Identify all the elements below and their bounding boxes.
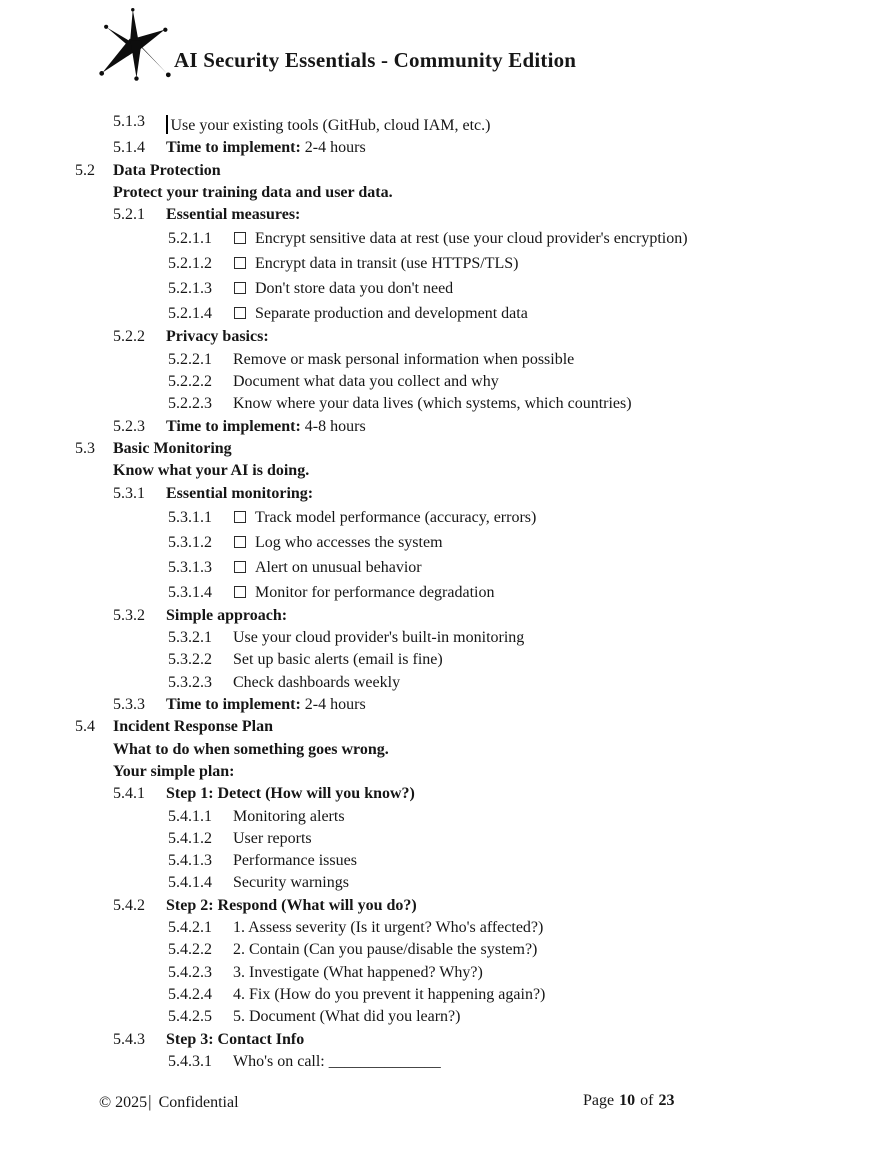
item-regular-text: Set up basic alerts (email is fine) xyxy=(233,651,443,669)
item-text xyxy=(113,761,235,783)
item-number: 5.4.1.4 xyxy=(168,874,212,892)
list-item[interactable] xyxy=(168,672,835,694)
item-text xyxy=(233,1051,441,1073)
checkbox-icon xyxy=(234,307,246,319)
item-regular-text: Document what data you collect and why xyxy=(233,373,499,391)
item-text xyxy=(166,895,417,917)
item-number: 5.3.1.4 xyxy=(168,583,212,601)
item-regular-text: 4-8 hours xyxy=(300,417,366,435)
item-regular-text: 2-4 hours xyxy=(300,696,366,714)
item-bold-text: Step 3: Contact Info xyxy=(166,1030,305,1048)
item-number: 5.4.2.4 xyxy=(168,985,212,1003)
list-item[interactable] xyxy=(168,393,835,415)
item-text xyxy=(233,555,422,580)
list-item[interactable] xyxy=(113,182,835,204)
list-item[interactable] xyxy=(168,939,835,961)
item-regular-text: Use your cloud provider's built-in monitoring xyxy=(233,629,525,647)
item-bold-text: Incident Response Plan xyxy=(113,718,274,736)
item-number: 5.4.1.3 xyxy=(168,852,212,870)
item-bold-text: Time to implement: xyxy=(166,417,301,435)
item-regular-text: Track model performance (accuracy, errors) xyxy=(255,508,537,526)
item-text xyxy=(166,416,366,438)
list-item[interactable] xyxy=(168,371,835,393)
item-number: 5.2 xyxy=(75,161,95,179)
list-item[interactable] xyxy=(168,555,835,580)
item-regular-text: 4. Fix (How do you prevent it happening again?) xyxy=(233,985,546,1003)
list-item[interactable] xyxy=(168,580,835,605)
item-text xyxy=(113,438,232,460)
item-regular-text: Security warnings xyxy=(233,874,349,892)
item-regular-text: Remove or mask personal information when possible xyxy=(233,350,575,368)
item-number: 5.4.1.1 xyxy=(168,807,212,825)
item-text xyxy=(166,204,300,226)
item-text xyxy=(113,182,393,204)
list-item[interactable] xyxy=(113,1029,835,1051)
item-text xyxy=(113,160,221,182)
list-item[interactable] xyxy=(168,349,835,371)
item-number: 5.2.3 xyxy=(113,417,145,435)
item-text xyxy=(233,917,543,939)
list-item[interactable] xyxy=(113,326,835,348)
footer-page-current: 10 xyxy=(619,1092,636,1109)
list-item[interactable] xyxy=(75,716,835,738)
item-bold-text: Time to implement: xyxy=(166,696,301,714)
item-bold-text: Simple approach: xyxy=(166,606,288,624)
item-number: 5.4.2.5 xyxy=(168,1008,212,1026)
item-text xyxy=(233,984,545,1006)
footer-page-label: Page xyxy=(583,1092,615,1109)
item-text xyxy=(233,649,443,671)
item-number: 5.3.1.1 xyxy=(168,508,212,526)
item-number: 5.2.1.3 xyxy=(168,280,212,298)
list-item[interactable] xyxy=(168,226,835,251)
item-text xyxy=(166,326,269,348)
item-text xyxy=(113,460,309,482)
item-number: 5.4.3.1 xyxy=(168,1052,212,1070)
item-text xyxy=(113,716,273,738)
item-text xyxy=(233,276,453,301)
list-item[interactable] xyxy=(168,505,835,530)
page-title: AI Security Essentials - Community Edition xyxy=(174,48,577,72)
item-bold-text: Privacy basics: xyxy=(166,328,269,346)
list-item[interactable] xyxy=(168,530,835,555)
item-bold-text: Essential monitoring: xyxy=(166,484,314,502)
item-number: 5.2.2 xyxy=(113,328,145,346)
item-number: 5.1.4 xyxy=(113,139,145,157)
text-cursor xyxy=(166,115,168,134)
item-text xyxy=(233,393,632,415)
checkbox-icon xyxy=(234,511,246,523)
item-number: 5.4.2.3 xyxy=(168,963,212,981)
item-text xyxy=(233,530,443,555)
item-bold-text: What to do when something goes wrong. xyxy=(113,740,389,758)
item-regular-text: Who's on call: ______________ xyxy=(233,1052,441,1070)
list-item[interactable] xyxy=(168,917,835,939)
item-number: 5.3.2.1 xyxy=(168,629,212,647)
list-item[interactable] xyxy=(168,806,835,828)
item-number: 5.2.1.4 xyxy=(168,305,212,323)
item-number: 5.4.2 xyxy=(113,896,145,914)
item-regular-text: Encrypt data in transit (use HTTPS/TLS) xyxy=(255,255,519,273)
list-item[interactable] xyxy=(113,694,835,716)
list-item[interactable] xyxy=(168,251,835,276)
item-number: 5.2.1.1 xyxy=(168,230,212,248)
item-text xyxy=(166,111,490,137)
footer-confidential: Confidential xyxy=(158,1094,239,1111)
footer-copyright: © 2025 xyxy=(99,1094,148,1111)
list-item[interactable] xyxy=(168,984,835,1006)
list-item[interactable] xyxy=(75,160,835,182)
list-item[interactable] xyxy=(113,761,835,783)
item-number: 5.3.1 xyxy=(113,484,145,502)
item-regular-text: User reports xyxy=(233,829,312,847)
item-text xyxy=(233,806,345,828)
item-regular-text: Log who accesses the system xyxy=(255,533,443,551)
list-item[interactable] xyxy=(168,627,835,649)
item-text xyxy=(233,580,494,605)
item-regular-text: Don't store data you don't need xyxy=(255,280,454,298)
item-text xyxy=(233,349,574,371)
item-regular-text: Separate production and development data xyxy=(255,305,528,323)
list-item[interactable] xyxy=(113,895,835,917)
checkbox-icon xyxy=(234,257,246,269)
item-regular-text: 2. Contain (Can you pause/disable the system?) xyxy=(233,941,538,959)
item-regular-text: Use your existing tools (GitHub, cloud IAM, etc.) xyxy=(170,117,491,134)
item-regular-text: 5. Document (What did you learn?) xyxy=(233,1008,461,1026)
item-text xyxy=(166,483,313,505)
item-number: 5.3.2.3 xyxy=(168,673,212,691)
item-bold-text: Know what your AI is doing. xyxy=(113,462,310,480)
list-item[interactable] xyxy=(168,962,835,984)
item-regular-text: 3. Investigate (What happened? Why?) xyxy=(233,963,483,981)
item-number: 5.4.1 xyxy=(113,785,145,803)
item-number: 5.3 xyxy=(75,439,95,457)
list-item[interactable] xyxy=(168,276,835,301)
item-bold-text: Protect your training data and user data. xyxy=(113,183,393,201)
item-text xyxy=(233,301,528,326)
star-logo-icon xyxy=(98,6,172,86)
item-text xyxy=(166,137,366,159)
item-number: 5.3.2 xyxy=(113,606,145,624)
list-item[interactable] xyxy=(168,1051,835,1073)
item-text xyxy=(166,1029,304,1051)
footer-left xyxy=(99,1092,239,1112)
document-body[interactable] xyxy=(75,111,835,1073)
item-bold-text: Time to implement: xyxy=(166,139,301,157)
item-regular-text: 1. Assess severity (Is it urgent? Who's affected?) xyxy=(233,919,544,937)
checkbox-icon xyxy=(234,561,246,573)
list-item[interactable] xyxy=(113,111,835,137)
list-item[interactable] xyxy=(168,649,835,671)
item-number: 5.3.2.2 xyxy=(168,651,212,669)
item-number: 5.4.2.2 xyxy=(168,941,212,959)
item-bold-text: Step 2: Respond (What will you do?) xyxy=(166,896,417,914)
item-bold-text: Step 1: Detect (How will you know?) xyxy=(166,785,415,803)
checkbox-icon xyxy=(234,536,246,548)
item-bold-text: Basic Monitoring xyxy=(113,439,232,457)
item-text xyxy=(233,962,483,984)
checkbox-icon xyxy=(234,232,246,244)
item-text xyxy=(233,828,312,850)
item-text xyxy=(233,505,536,530)
list-item[interactable] xyxy=(113,460,835,482)
list-item[interactable] xyxy=(113,483,835,505)
list-item[interactable] xyxy=(168,872,835,894)
item-number: 5.1.3 xyxy=(113,113,145,130)
item-text xyxy=(233,939,537,961)
item-number: 5.4.1.2 xyxy=(168,829,212,847)
item-text xyxy=(113,739,389,761)
list-item[interactable] xyxy=(113,137,835,159)
item-text xyxy=(233,251,519,276)
item-text xyxy=(233,1006,460,1028)
item-number: 5.2.1 xyxy=(113,206,145,224)
item-number: 5.2.1.2 xyxy=(168,255,212,273)
item-regular-text: Check dashboards weekly xyxy=(233,673,401,691)
list-item[interactable] xyxy=(113,783,835,805)
item-regular-text: Performance issues xyxy=(233,852,357,870)
list-item[interactable] xyxy=(113,605,835,627)
item-number: 5.3.1.2 xyxy=(168,533,212,551)
footer-of-label: of xyxy=(640,1092,654,1109)
item-regular-text: Know where your data lives (which systems, which countries) xyxy=(233,395,632,413)
footer-separator: | xyxy=(148,1092,152,1111)
footer-page-total: 23 xyxy=(658,1092,675,1109)
list-item[interactable] xyxy=(168,850,835,872)
item-bold-text: Essential measures: xyxy=(166,206,301,224)
item-number: 5.2.2.2 xyxy=(168,373,212,391)
item-text xyxy=(166,605,287,627)
item-regular-text: Monitor for performance degradation xyxy=(255,583,495,601)
item-number: 5.4.2.1 xyxy=(168,919,212,937)
item-regular-text: Alert on unusual behavior xyxy=(255,558,422,576)
item-number: 5.3.3 xyxy=(113,696,145,714)
item-text xyxy=(233,672,400,694)
item-text xyxy=(166,694,366,716)
item-number: 5.4.3 xyxy=(113,1030,145,1048)
checkbox-icon xyxy=(234,282,246,294)
list-item[interactable] xyxy=(168,828,835,850)
item-text xyxy=(233,371,499,393)
item-text xyxy=(166,783,415,805)
item-bold-text: Data Protection xyxy=(113,161,221,179)
document-header xyxy=(98,4,576,86)
checkbox-icon xyxy=(234,586,246,598)
item-bold-text: Your simple plan: xyxy=(113,762,235,780)
list-item[interactable] xyxy=(168,1006,835,1028)
footer-page-number xyxy=(583,1092,674,1110)
list-item[interactable] xyxy=(168,301,835,326)
item-number: 5.2.2.1 xyxy=(168,350,212,368)
list-item[interactable] xyxy=(113,204,835,226)
item-number: 5.3.1.3 xyxy=(168,558,212,576)
item-number: 5.4 xyxy=(75,718,95,736)
item-regular-text: 2-4 hours xyxy=(300,139,366,157)
item-regular-text: Encrypt sensitive data at rest (use your cloud provider's encryption) xyxy=(255,230,688,248)
item-text xyxy=(233,850,357,872)
item-text xyxy=(233,872,349,894)
item-number: 5.2.2.3 xyxy=(168,395,212,413)
list-item[interactable] xyxy=(113,416,835,438)
item-regular-text: Monitoring alerts xyxy=(233,807,345,825)
item-text xyxy=(233,627,524,649)
list-item[interactable] xyxy=(113,739,835,761)
item-text xyxy=(233,226,688,251)
list-item[interactable] xyxy=(75,438,835,460)
